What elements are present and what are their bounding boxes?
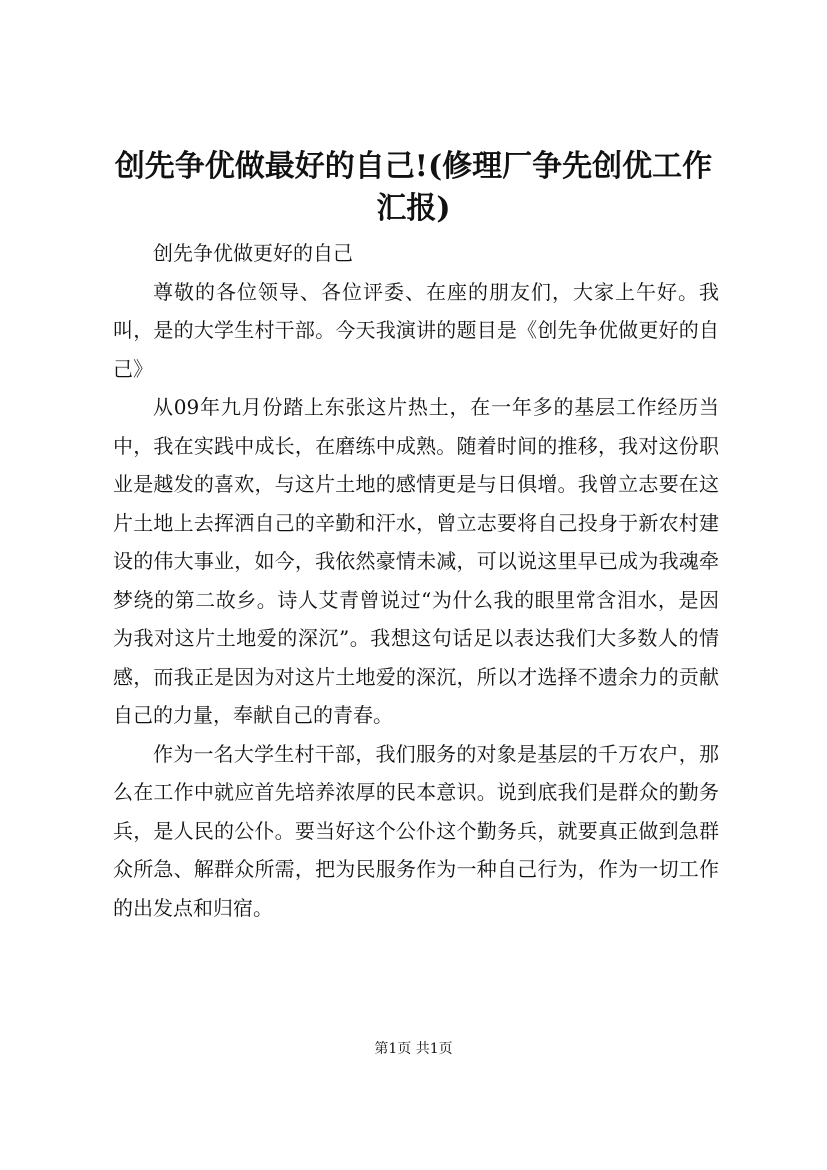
paragraph-subtitle: 创先争优做更好的自己	[153, 241, 353, 265]
page-footer: 第1页 共1页	[374, 1041, 453, 1057]
document-title: 创先争优做最好的自己!(修理厂争先创优工作汇报)	[114, 149, 713, 226]
paragraph-service: 作为一名大学生村干部，我们服务的对象是基层的千万农户，那么在工作中就应首先培养浓厚的民本意识。说到底我们是群众的勤务兵，是人民的公仆。要当好这个公仆这个勤务兵，就要真正做到急群众所急、解群众所需，把为民服务作为一种自己行为，作为一切工作的出发点和归宿。	[113, 741, 719, 920]
paragraph-experience: 从09年九月份踏上东张这片热土，在一年多的基层工作经历当中，我在实践中成长，在磨练中成熟。随着时间的推移，我对这份职业是越发的喜欢，与这片土地的感情更是与日俱增。我曾立志要在这片土地上去挥洒自己的辛勤和汗水，曾立志要将自己投身于新农村建设的伟大事业，如今，我依然豪情未减，可以说这里早已成为我魂牵梦绕的第二故乡。诗人艾青曾说过“为什么我的眼里常含泪水，是因为我对这片土地爱的深沉”。我想这句话足以表达我们大多数人的情感，而我正是因为对这片土地爱的深沉，所以才选择不遗余力的贡献自己的力量，奉献自己的青春。	[113, 395, 719, 727]
paragraph-greeting: 尊敬的各位领导、各位评委、在座的朋友们，大家上午好。我叫，是的大学生村干部。今天我演讲的题目是《创先争优做更好的自己》	[113, 279, 719, 381]
document-body	[113, 234, 719, 927]
